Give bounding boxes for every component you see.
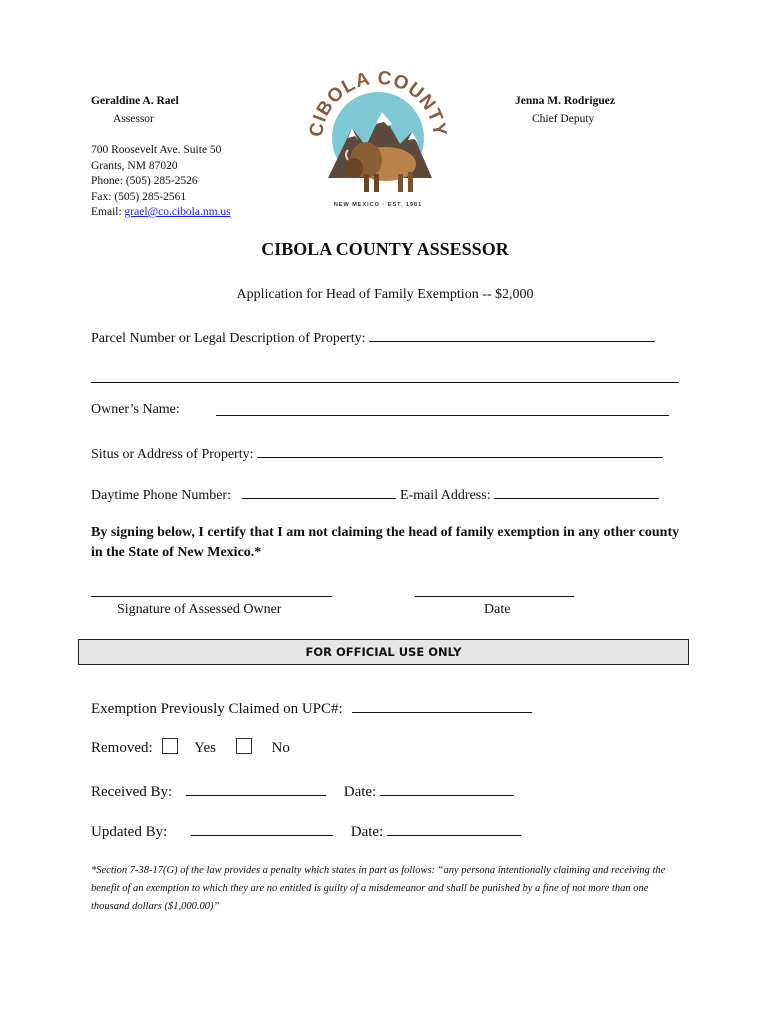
date-label: Date	[484, 602, 511, 617]
removed-no-checkbox[interactable]	[236, 738, 252, 754]
received-by-input-line[interactable]	[186, 781, 326, 796]
address-line-2: Grants, NM 87020	[91, 159, 178, 172]
county-seal-logo	[308, 66, 448, 212]
updated-date-input-line[interactable]	[387, 821, 521, 836]
received-label: Received By:	[91, 784, 173, 800]
office-phone: Phone: (505) 285-2526	[91, 175, 198, 187]
no-label: No	[271, 740, 290, 756]
logo-arc-text: CIBOLA COUNTY	[308, 67, 448, 139]
contact-row	[91, 484, 659, 504]
email-input-line[interactable]	[494, 484, 659, 499]
updated-row	[91, 821, 521, 841]
removed-row	[91, 738, 290, 757]
updated-label: Updated By:	[91, 824, 168, 840]
office-address	[91, 143, 231, 221]
parcel-row	[91, 327, 655, 347]
received-row	[91, 781, 514, 801]
email-label: Email:	[91, 206, 125, 218]
certification-statement: By signing below, I certify that I am not claiming the head of family exemption in any other county in the State of New Mexico.*	[91, 525, 680, 560]
address-line-1: 700 Roosevelt Ave. Suite 50	[91, 144, 222, 156]
page-title: CIBOLA COUNTY ASSESSOR	[261, 239, 509, 259]
signature-label: Signature of Assessed Owner	[117, 602, 282, 617]
email-link[interactable]: grael@co.cibola.nm.us	[124, 206, 231, 218]
updated-date-label: Date:	[350, 824, 384, 840]
date-line[interactable]	[415, 596, 574, 597]
parcel-label: Parcel Number or Legal Description of Property:	[91, 331, 366, 346]
received-date-input-line[interactable]	[380, 781, 514, 796]
upc-row	[91, 698, 532, 718]
situs-row	[91, 443, 663, 463]
removed-yes-checkbox[interactable]	[162, 738, 178, 754]
office-fax: Fax: (505) 285-2561	[91, 190, 187, 203]
assessor-title: Assessor	[113, 113, 154, 125]
updated-by-input-line[interactable]	[191, 821, 333, 836]
upc-label: Exemption Previously Claimed on UPC#:	[91, 701, 343, 717]
form-subtitle: Application for Head of Family Exemption -- $2,000	[236, 287, 534, 302]
upc-input-line[interactable]	[352, 698, 532, 713]
parcel-continuation-line[interactable]	[91, 382, 679, 383]
situs-input-line[interactable]	[257, 443, 663, 458]
signature-line[interactable]	[91, 596, 332, 597]
official-use-banner: FOR OFFICIAL USE ONLY	[78, 639, 689, 665]
removed-label: Removed:	[91, 740, 153, 756]
penalty-footnote: *Section 7-38-17(G) of the law provides a penalty which states in part as follows: “any persona intentionally claiming and receiving the benefit of an exemption to which they are no entitled is guilty of a misdemeanor and shall be punished by a fine of not more than one thousand dollars ($1,000.00)”	[91, 865, 666, 912]
phone-label: Daytime Phone Number:	[91, 488, 231, 503]
owner-label: Owner’s Name:	[91, 402, 180, 417]
contact-email-label: E-mail Address:	[399, 488, 491, 503]
owner-input-line[interactable]	[216, 415, 669, 416]
bison-mountain-seal-icon	[308, 66, 448, 212]
assessor-name: Geraldine A. Rael	[91, 95, 179, 107]
situs-label: Situs or Address of Property:	[91, 447, 254, 462]
phone-input-line[interactable]	[242, 484, 396, 499]
office-email-row	[91, 205, 231, 221]
received-date-label: Date:	[343, 784, 377, 800]
deputy-name: Jenna M. Rodriguez	[515, 95, 615, 107]
yes-label: Yes	[194, 740, 216, 756]
logo-bottom-text: NEW MEXICO · EST. 1981	[333, 202, 423, 208]
deputy-title: Chief Deputy	[532, 113, 595, 125]
parcel-input-line[interactable]	[369, 327, 655, 342]
